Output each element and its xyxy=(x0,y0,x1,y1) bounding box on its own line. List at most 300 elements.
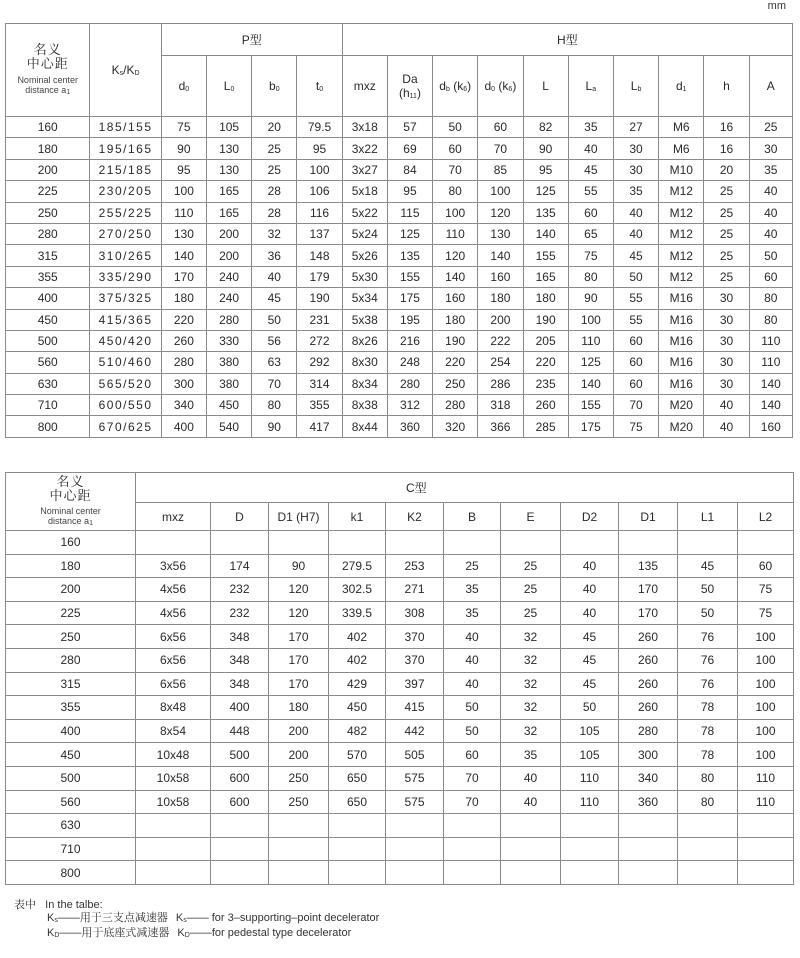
table-cell: 216 xyxy=(387,330,432,351)
table-cell: 27 xyxy=(613,117,658,138)
column-header xyxy=(297,56,342,117)
nominal-center-distance-header xyxy=(6,24,90,117)
nominal-distance-cell: 160 xyxy=(6,531,136,555)
table-row xyxy=(6,223,793,244)
nominal-distance-cell: 710 xyxy=(6,837,136,861)
table-cell: 450 xyxy=(206,395,251,416)
nominal-distance-cell: 180 xyxy=(6,138,90,159)
column-header-base: mxz xyxy=(353,79,376,93)
table-cell: 70 xyxy=(444,766,501,790)
table-cell: 175 xyxy=(387,288,432,309)
column-header xyxy=(252,56,297,117)
column-header-base: b xyxy=(269,79,276,93)
table-cell: 105 xyxy=(206,117,251,138)
table-row xyxy=(6,790,794,814)
table-cell: 25 xyxy=(444,554,501,578)
column-header-base: t xyxy=(315,79,320,93)
column-header-sub: 0 xyxy=(230,86,235,93)
table-cell xyxy=(211,531,269,555)
column-header xyxy=(613,56,658,117)
column-header-base: L xyxy=(630,79,638,93)
table-cell: 360 xyxy=(619,790,678,814)
column-header-sub: b xyxy=(445,86,450,93)
table-cell xyxy=(619,861,678,885)
ks-sub: s xyxy=(119,70,124,77)
table-cell: 130 xyxy=(206,138,251,159)
table-cell: 8x30 xyxy=(342,352,387,373)
table-row xyxy=(6,352,793,373)
table-cell: 442 xyxy=(386,719,444,743)
table-cell: 70 xyxy=(433,159,478,180)
note-k: K xyxy=(47,927,55,939)
table-cell: 50 xyxy=(678,601,738,625)
table-cell: 220 xyxy=(433,352,478,373)
table-cell: 415 xyxy=(386,696,444,720)
table-cell: M16 xyxy=(659,309,704,330)
table-cell: 302.5 xyxy=(329,578,386,602)
column-header xyxy=(478,56,523,117)
table-cell: 137 xyxy=(297,223,342,244)
table-row xyxy=(6,625,794,649)
table-cell: 286 xyxy=(478,373,523,394)
table-cell: 25 xyxy=(749,117,792,138)
table-cell: 20 xyxy=(704,159,749,180)
table-cell: 100 xyxy=(738,648,794,672)
table-cell: 115 xyxy=(387,202,432,223)
table-cell: 25 xyxy=(704,181,749,202)
column-header-base: A xyxy=(766,79,775,93)
table-cell: 280 xyxy=(161,352,206,373)
table-cell: 248 xyxy=(387,352,432,373)
table-cell: 90 xyxy=(252,416,297,437)
table-cell: 90 xyxy=(568,288,613,309)
table-cell: 6x56 xyxy=(136,672,211,696)
column-header-base: d xyxy=(675,79,683,93)
table-cell: 3x18 xyxy=(342,117,387,138)
column-header: D xyxy=(211,503,269,531)
table-row xyxy=(6,743,794,767)
table-cell: 75 xyxy=(161,117,206,138)
table-cell: 55 xyxy=(613,288,658,309)
table-cell: 60 xyxy=(568,202,613,223)
table-cell: 120 xyxy=(269,578,329,602)
c-type-dimension-table xyxy=(5,472,794,885)
table-cell: 250 xyxy=(269,790,329,814)
table-row xyxy=(6,309,793,330)
table-cell: 215/185 xyxy=(90,159,161,180)
nominal-distance-cell: 630 xyxy=(6,814,136,838)
table-cell xyxy=(561,837,619,861)
nominal-distance-cell: 225 xyxy=(6,601,136,625)
table-cell: 260 xyxy=(161,330,206,351)
table-cell: 348 xyxy=(211,625,269,649)
column-header-tail-end: ) xyxy=(467,79,472,93)
nominal-center-distance-header xyxy=(6,473,136,531)
table-cell: 76 xyxy=(678,625,738,649)
nominal-distance-cell: 355 xyxy=(6,696,136,720)
table-cell: 75 xyxy=(738,601,794,625)
table-cell: 200 xyxy=(269,719,329,743)
table-cell: 55 xyxy=(613,309,658,330)
table-cell xyxy=(738,531,794,555)
table-cell: 28 xyxy=(252,202,297,223)
table-row xyxy=(6,554,794,578)
table-cell: 76 xyxy=(678,648,738,672)
table-cell: 40 xyxy=(613,223,658,244)
table-cell: 90 xyxy=(269,554,329,578)
header-en-line2: distance a xyxy=(25,84,67,95)
table-cell xyxy=(329,531,386,555)
column-header xyxy=(161,56,206,117)
note-line-ks xyxy=(14,912,379,928)
table-cell: 482 xyxy=(329,719,386,743)
table-cell: 125 xyxy=(523,181,568,202)
column-header xyxy=(749,56,792,117)
nominal-distance-cell: 160 xyxy=(6,117,90,138)
table-cell: 35 xyxy=(749,159,792,180)
table-cell: 40 xyxy=(749,223,792,244)
table-cell xyxy=(678,837,738,861)
table-cell: 200 xyxy=(269,743,329,767)
table-cell: 335/290 xyxy=(90,266,161,287)
table-cell: 450/420 xyxy=(90,330,161,351)
table-cell: 60 xyxy=(478,117,523,138)
nominal-distance-cell: 450 xyxy=(6,309,90,330)
table-cell: 63 xyxy=(252,352,297,373)
p-type-group-header: P型 xyxy=(161,24,342,56)
table-cell: 80 xyxy=(749,309,792,330)
table-cell: 348 xyxy=(211,648,269,672)
table-cell: 16 xyxy=(704,117,749,138)
table-cell: 70 xyxy=(478,138,523,159)
table-cell: 140 xyxy=(749,373,792,394)
table-cell: 339.5 xyxy=(329,601,386,625)
table-cell: 100 xyxy=(433,202,478,223)
table-cell: 240 xyxy=(206,266,251,287)
table-cell: 76 xyxy=(678,672,738,696)
table-row xyxy=(6,181,793,202)
table-cell: 25 xyxy=(501,601,561,625)
table-cell: 78 xyxy=(678,719,738,743)
table-cell: 30 xyxy=(704,288,749,309)
table-cell: 135 xyxy=(523,202,568,223)
table-cell xyxy=(738,837,794,861)
nominal-distance-cell: 800 xyxy=(6,861,136,885)
h-type-group-header: H型 xyxy=(342,24,792,56)
table-cell: 30 xyxy=(704,309,749,330)
table-cell: 3x56 xyxy=(136,554,211,578)
table-row xyxy=(6,601,794,625)
table-cell xyxy=(269,837,329,861)
column-header-line2-text: (h xyxy=(398,86,410,100)
table-cell: M12 xyxy=(659,223,704,244)
table-cell: 45 xyxy=(252,288,297,309)
table-cell: 180 xyxy=(478,288,523,309)
column-header: L2 xyxy=(738,503,794,531)
column-header-base: d xyxy=(439,79,446,93)
nominal-distance-cell: 250 xyxy=(6,625,136,649)
table-cell: 32 xyxy=(501,719,561,743)
note-k-sub: s xyxy=(54,916,58,924)
table-cell: 155 xyxy=(387,266,432,287)
table-cell: 232 xyxy=(211,578,269,602)
table-cell: 600/550 xyxy=(90,395,161,416)
table-cell: 380 xyxy=(206,352,251,373)
table-cell: 179 xyxy=(297,266,342,287)
table-cell: 45 xyxy=(561,648,619,672)
note-dash2: —— xyxy=(189,927,212,939)
table-cell: 120 xyxy=(478,202,523,223)
note-en: for 3–supporting–point decelerator xyxy=(211,911,380,924)
table-cell: 50 xyxy=(252,309,297,330)
column-header-base: L xyxy=(585,79,593,93)
table-cell: 5x24 xyxy=(342,223,387,244)
table-cell: 260 xyxy=(619,696,678,720)
table-cell: 105 xyxy=(561,743,619,767)
table-cell: 5x34 xyxy=(342,288,387,309)
table-cell: 35 xyxy=(444,578,501,602)
table-cell: 95 xyxy=(523,159,568,180)
table-cell: 175 xyxy=(568,416,613,437)
table-cell: 100 xyxy=(738,719,794,743)
table-cell: 135 xyxy=(619,554,678,578)
table-cell: 570 xyxy=(329,743,386,767)
table-cell: 35 xyxy=(444,601,501,625)
table-row xyxy=(6,117,793,138)
note-en: for pedestal type decelerator xyxy=(211,927,352,939)
table-cell: 120 xyxy=(433,245,478,266)
table-cell: 80 xyxy=(678,790,738,814)
table-cell: 32 xyxy=(252,223,297,244)
table-cell: 500 xyxy=(211,743,269,767)
table-cell: 35 xyxy=(613,181,658,202)
table-cell: 100 xyxy=(297,159,342,180)
table-cell: 250 xyxy=(433,373,478,394)
table-cell: 292 xyxy=(297,352,342,373)
table-cell: 400 xyxy=(161,416,206,437)
table-cell: 8x34 xyxy=(342,373,387,394)
column-header xyxy=(659,56,704,117)
table-cell: 57 xyxy=(387,117,432,138)
table-cell: 80 xyxy=(568,266,613,287)
column-header-sub: a xyxy=(592,86,597,93)
table-cell xyxy=(501,861,561,885)
table-cell: 80 xyxy=(252,395,297,416)
table-cell: 170 xyxy=(619,578,678,602)
table-cell: 340 xyxy=(619,766,678,790)
table-cell: 40 xyxy=(501,790,561,814)
header-en-line2: distance a xyxy=(48,515,90,526)
table-cell: 125 xyxy=(387,223,432,244)
column-header-tail: (k xyxy=(449,79,464,93)
table-cell: 130 xyxy=(161,223,206,244)
table-cell: 45 xyxy=(613,245,658,266)
column-header: D2 xyxy=(561,503,619,531)
table-cell: 110 xyxy=(568,330,613,351)
table-cell: 100 xyxy=(478,181,523,202)
table-cell: 650 xyxy=(329,766,386,790)
table-cell: 65 xyxy=(568,223,613,244)
table-cell: 195 xyxy=(387,309,432,330)
nominal-distance-cell: 250 xyxy=(6,202,90,223)
table-cell: 50 xyxy=(613,266,658,287)
table-cell: 60 xyxy=(433,138,478,159)
column-header-base: Da xyxy=(402,72,418,86)
table-cell: 40 xyxy=(444,648,501,672)
table-cell: 8x44 xyxy=(342,416,387,437)
table-cell: 575 xyxy=(386,766,444,790)
table-cell xyxy=(269,814,329,838)
note-k2-sub: s xyxy=(183,916,187,924)
table-cell: 75 xyxy=(568,245,613,266)
table-cell: 110 xyxy=(561,790,619,814)
note-k2: K xyxy=(177,927,185,939)
table-cell: 320 xyxy=(433,416,478,437)
table-cell: 160 xyxy=(478,266,523,287)
table-cell: 308 xyxy=(386,601,444,625)
column-header-line2-end: ) xyxy=(416,86,421,100)
table-cell: 250 xyxy=(269,766,329,790)
table-cell: 60 xyxy=(749,266,792,287)
table-cell: 16 xyxy=(704,138,749,159)
table-cell: 450 xyxy=(329,696,386,720)
table-cell: 40 xyxy=(704,395,749,416)
nominal-distance-cell: 400 xyxy=(6,719,136,743)
table-row xyxy=(6,288,793,309)
table-row xyxy=(6,814,794,838)
kd-sub: D xyxy=(134,70,140,77)
table-cell: 40 xyxy=(613,202,658,223)
table-cell: 90 xyxy=(523,138,568,159)
nominal-distance-cell: 200 xyxy=(6,159,90,180)
table-cell: 254 xyxy=(478,352,523,373)
table-cell: 110 xyxy=(433,223,478,244)
column-header-line2 xyxy=(388,86,432,100)
table-cell: 60 xyxy=(738,554,794,578)
table-cell xyxy=(136,531,211,555)
table-cell: 160 xyxy=(433,288,478,309)
column-header-line2-sub: 11 xyxy=(409,93,417,100)
table-cell: 110 xyxy=(161,202,206,223)
table-cell: 4x56 xyxy=(136,601,211,625)
nominal-distance-cell: 630 xyxy=(6,373,90,394)
table-cell: 670/625 xyxy=(90,416,161,437)
table-cell: 340 xyxy=(161,395,206,416)
table-cell: 130 xyxy=(206,159,251,180)
table-cell: 10x58 xyxy=(136,766,211,790)
table-cell: 40 xyxy=(444,625,501,649)
table-row xyxy=(6,373,793,394)
column-header-tail: (k xyxy=(495,79,509,93)
table-cell: 230/205 xyxy=(90,181,161,202)
table-cell: 417 xyxy=(297,416,342,437)
table-cell: 75 xyxy=(738,578,794,602)
table-row xyxy=(6,202,793,223)
table-cell: 180 xyxy=(433,309,478,330)
nominal-distance-cell: 500 xyxy=(6,330,90,351)
table-cell: 70 xyxy=(444,790,501,814)
table-cell: 32 xyxy=(501,625,561,649)
table-row xyxy=(6,159,793,180)
table-cell: 84 xyxy=(387,159,432,180)
table-cell: 80 xyxy=(433,181,478,202)
table-cell: 25 xyxy=(704,223,749,244)
table-cell: 222 xyxy=(478,330,523,351)
nominal-distance-cell: 280 xyxy=(6,223,90,244)
table-cell xyxy=(386,861,444,885)
table-row xyxy=(6,531,794,555)
table-cell: 3x27 xyxy=(342,159,387,180)
table-row xyxy=(6,138,793,159)
table-cell: 45 xyxy=(561,625,619,649)
column-header: k1 xyxy=(329,503,386,531)
table-cell: 100 xyxy=(738,625,794,649)
table-cell: 95 xyxy=(297,138,342,159)
table-cell: 30 xyxy=(704,373,749,394)
table-cell: 180 xyxy=(161,288,206,309)
table-cell: 402 xyxy=(329,625,386,649)
table-cell xyxy=(619,531,678,555)
column-header: B xyxy=(444,503,501,531)
note-k2: K xyxy=(175,911,184,924)
note-zh: 用于三支点减速器 xyxy=(79,911,168,924)
table-row xyxy=(6,672,794,696)
column-header: K2 xyxy=(386,503,444,531)
table-cell: 100 xyxy=(738,672,794,696)
table-cell: 120 xyxy=(269,601,329,625)
table-cell: 25 xyxy=(501,578,561,602)
table-cell xyxy=(501,531,561,555)
table-cell xyxy=(269,531,329,555)
table-cell: 55 xyxy=(568,181,613,202)
table-cell: 80 xyxy=(678,766,738,790)
table-cell xyxy=(561,531,619,555)
header-en-line1: Nominal center xyxy=(40,505,101,516)
table-cell xyxy=(211,861,269,885)
table-cell: M6 xyxy=(659,138,704,159)
table-row xyxy=(6,330,793,351)
table-cell: 8x38 xyxy=(342,395,387,416)
table-cell: M20 xyxy=(659,395,704,416)
ks-kd-header xyxy=(90,24,161,117)
column-header-sub: 1 xyxy=(682,86,687,93)
column-header-sub: 0 xyxy=(491,86,496,93)
table-cell: 5x22 xyxy=(342,202,387,223)
table-cell: 50 xyxy=(749,245,792,266)
table-cell xyxy=(738,814,794,838)
table-cell: 240 xyxy=(206,288,251,309)
table-cell xyxy=(444,837,501,861)
column-header: E xyxy=(501,503,561,531)
table-cell xyxy=(619,837,678,861)
table-row xyxy=(6,395,793,416)
table-cell: 170 xyxy=(269,625,329,649)
table-cell: 135 xyxy=(387,245,432,266)
table-cell: 35 xyxy=(501,743,561,767)
table-cell: 110 xyxy=(561,766,619,790)
column-header xyxy=(568,56,613,117)
table-cell: 5x38 xyxy=(342,309,387,330)
table-cell: 110 xyxy=(738,790,794,814)
table-cell: 5x18 xyxy=(342,181,387,202)
table-cell: 50 xyxy=(444,719,501,743)
table-cell: M12 xyxy=(659,181,704,202)
ks-k: K xyxy=(111,63,120,77)
table-cell: 85 xyxy=(478,159,523,180)
table-cell: 448 xyxy=(211,719,269,743)
table-cell xyxy=(136,861,211,885)
column-header xyxy=(433,56,478,117)
